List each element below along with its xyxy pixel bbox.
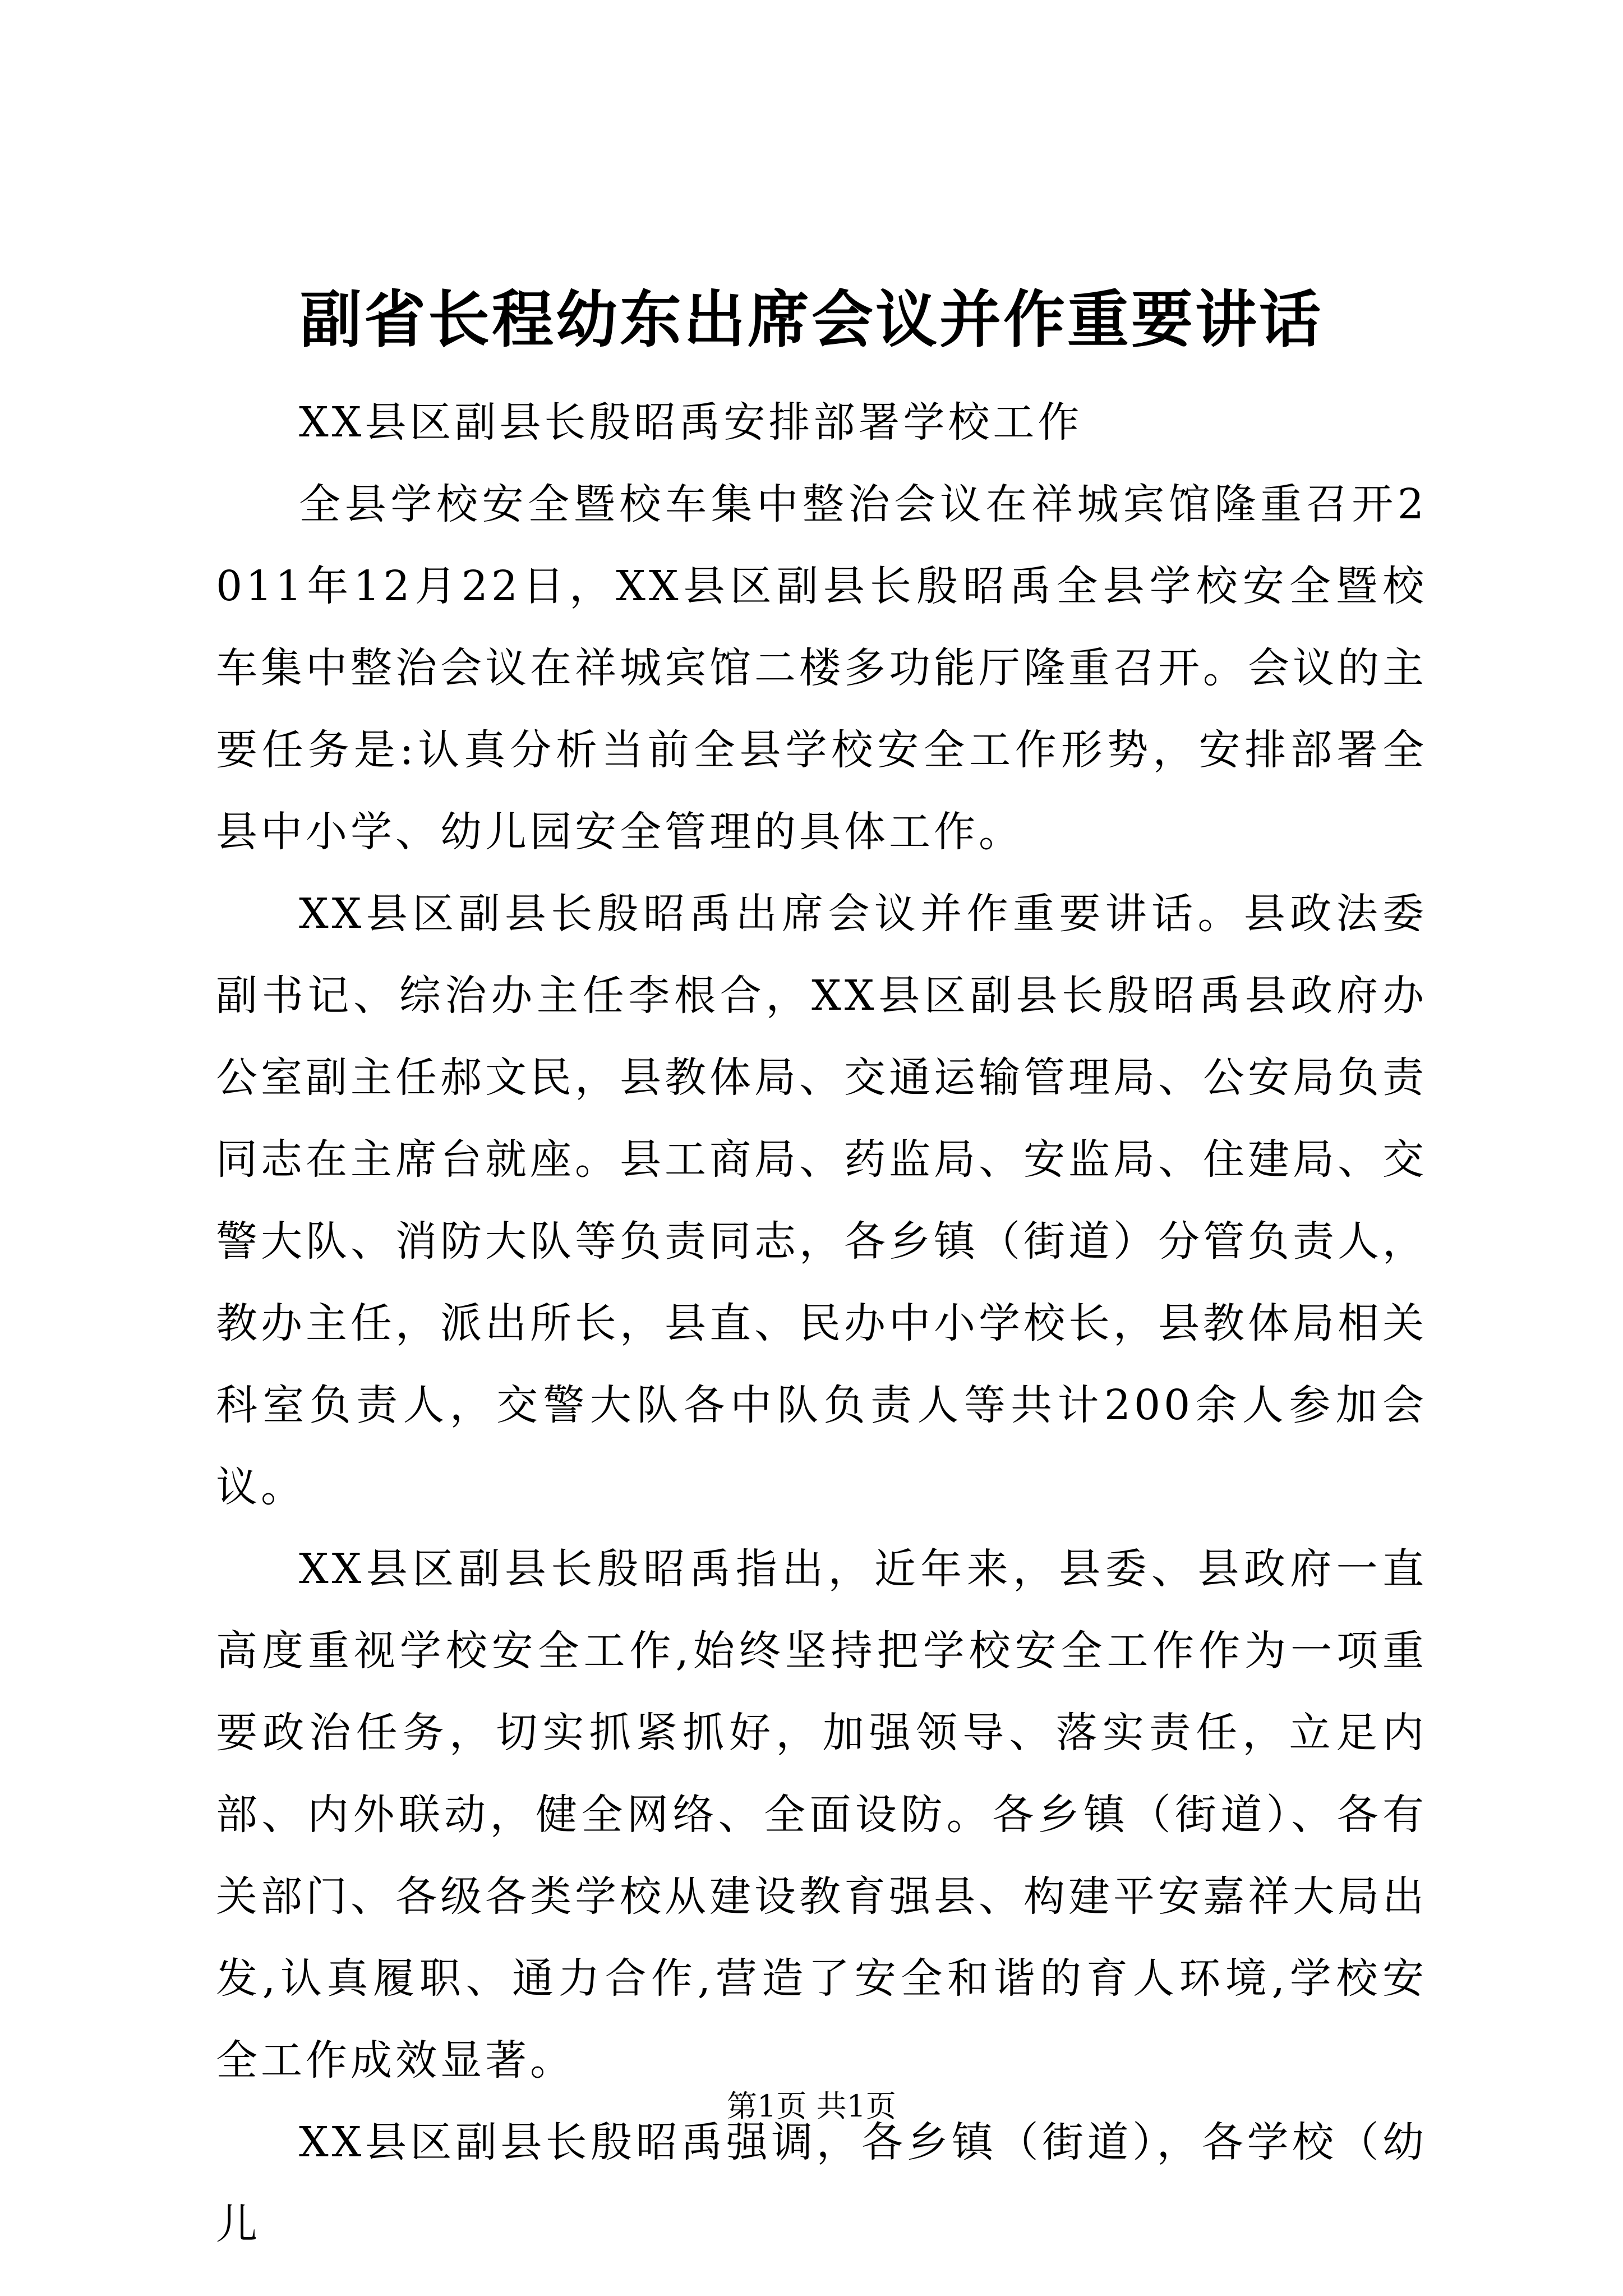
document-title: 副省长程幼东出席会议并作重要讲话 [300,283,1323,356]
paragraph: XX县区副县长殷昭禹强调，各乡镇（街道），各学校（幼儿 [216,2118,1427,2248]
paragraph-subtitle: XX县区副县长殷昭禹安排部署学校工作 [299,398,1083,447]
page-footer: 第1页 共1页 [727,2088,896,2124]
paragraph: XX县区副县长殷昭禹指出，近年来，县委、县政府一直高度重视学校安全工作,始终坚持把学校安全工作作为一项重要政治任务，切实抓紧抓好，加强领导、落实责任，立足内部、内外联动，健全网络、全面设防。各乡镇（街道）、各有关部门、各级各类学校从建设教育强县、构建平安嘉祥大局出发,认真履职、通力合作,营造了安全和谐的育人环境,学校安全工作成效显著。 [216,1545,1427,2085]
document-body [216,381,1427,2265]
paragraph: 全县学校安全暨校车集中整治会议在祥城宾馆隆重召开2011年12月22日，XX县区副县长殷昭禹全县学校安全暨校车集中整治会议在祥城宾馆二楼多功能厅隆重召开。会议的主要任务是:认真分析当前全县学校安全工作形势，安排部署全县中小学、幼儿园安全管理的具体工作。 [216,480,1427,856]
paragraph: XX县区副县长殷昭禹出席会议并作重要讲话。县政法委副书记、综治办主任李根合，XX县区副县长殷昭禹县政府办公室副主任郝文民，县教体局、交通运输管理局、公安局负责同志在主席台就座。县工商局、药监局、安监局、住建局、交警大队、消防大队等负责同志，各乡镇（街道）分管负责人，教办主任，派出所长，县直、民办中小学校长，县教体局相关科室负责人，交警大队各中队负责人等共计200余人参加会议。 [216,890,1427,1511]
